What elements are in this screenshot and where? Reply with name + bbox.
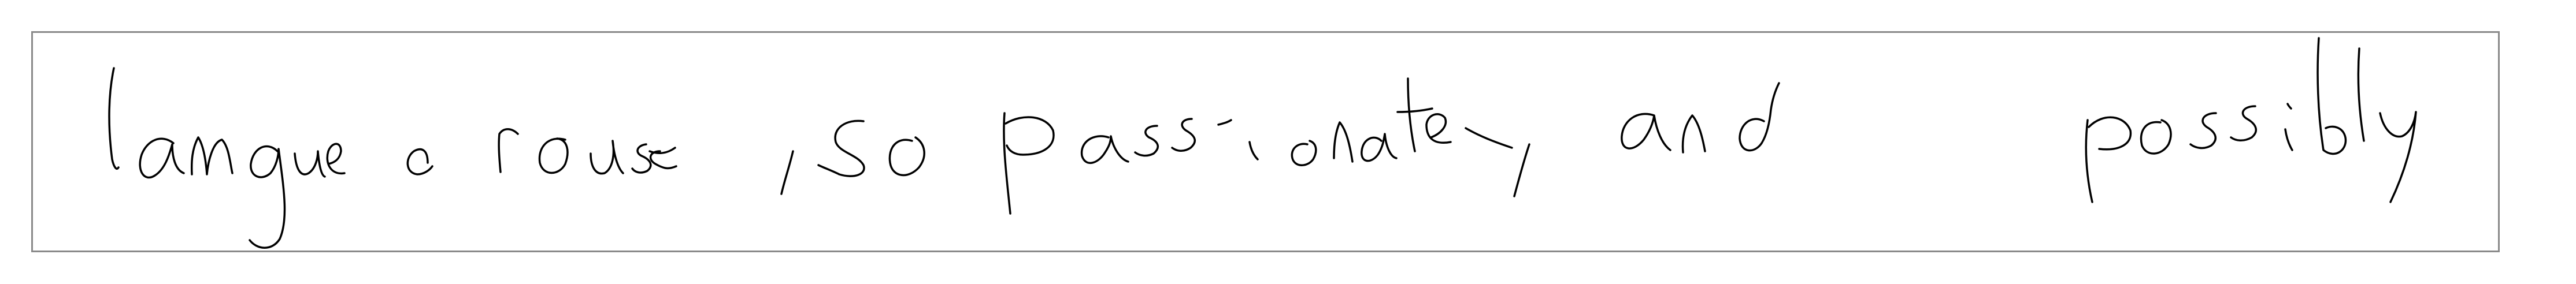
word-so (818, 121, 924, 176)
word-passionate (1004, 79, 1529, 214)
word-languerous (109, 68, 676, 248)
word-possibly (2086, 38, 2416, 202)
comma-1 (781, 151, 793, 194)
word-and (1622, 83, 1779, 152)
